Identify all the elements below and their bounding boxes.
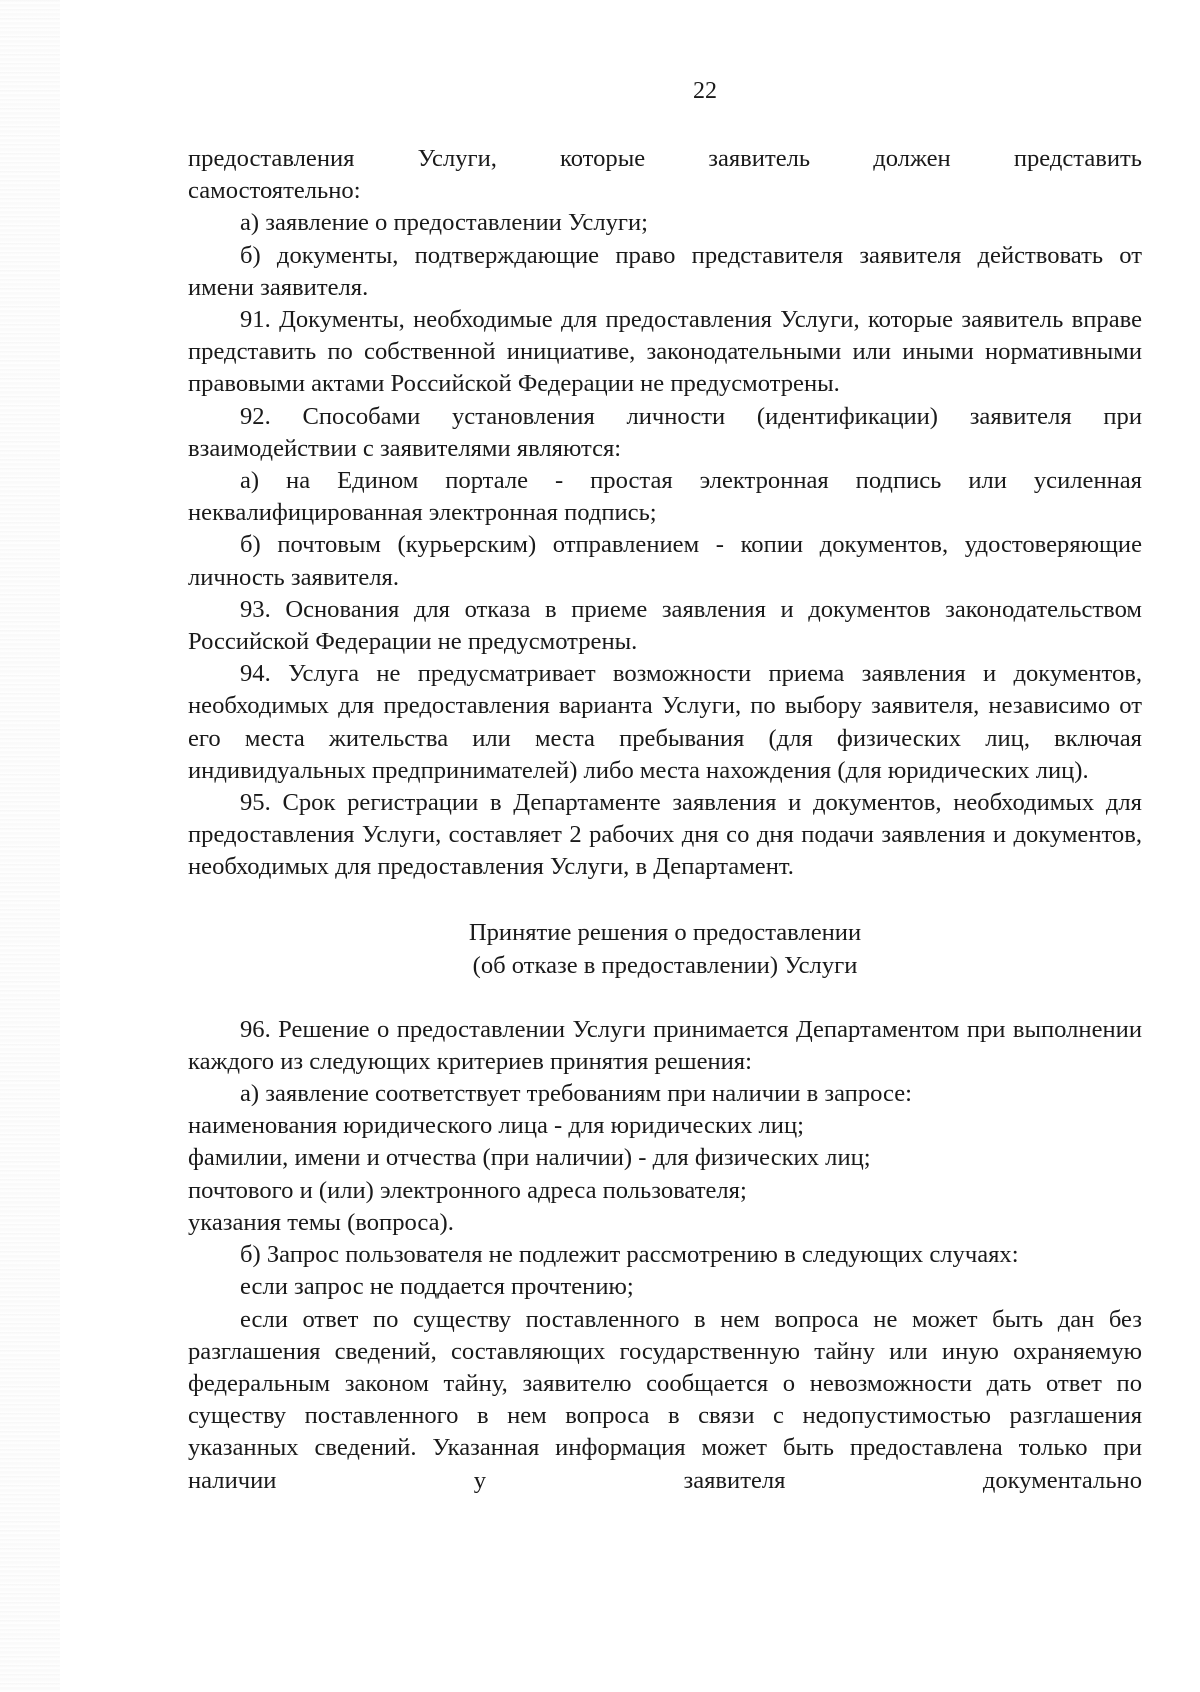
clause-93: 93. Основания для отказа в приеме заявления и документов законодательством Российской Федерации не предусмотрены.: [188, 595, 1142, 656]
paragraph-continuation-line: предоставления Услуги, которые заявитель должен представить: [188, 145, 1142, 172]
document-body: [188, 143, 1142, 1497]
clause-92: 92. Способами установления личности (идентификации) заявителя при взаимодействии с заявителями являются:: [188, 402, 1142, 462]
clause-96-item-a-sub-2: фамилии, имени и отчества (при наличии) - для физических лиц;: [188, 1144, 871, 1172]
clause-96-item-a-sub-3: почтового и (или) электронного адреса пользователя;: [188, 1176, 747, 1204]
clause-95: 95. Срок регистрации в Департаменте заявления и документов, необходимых для предоставления Услуги, составляет 2 рабочих дня со дня подачи заявления и документов, необходимых для предоставления Услуги, в Департамент.: [188, 789, 1142, 881]
list-item-a: а) заявление о предоставлении Услуги;: [240, 209, 648, 237]
section-heading-line-2: (об отказе в предоставлении) Услуги: [472, 951, 858, 979]
paragraph-continuation-end: самостоятельно:: [188, 177, 361, 205]
clause-96: 96. Решение о предоставлении Услуги принимается Департаментом при выполнении каждого из следующих критериев принятия решения:: [188, 1015, 1142, 1075]
clause-96-item-a-sub-1: наименования юридического лица - для юридических лиц;: [188, 1112, 804, 1140]
clause-96-item-b: б) Запрос пользователя не подлежит рассмотрению в следующих случаях:: [240, 1241, 1019, 1269]
clause-96-item-b-sub-1: если запрос не поддается прочтению;: [240, 1273, 634, 1301]
clause-96-item-a-sub-4: указания темы (вопроса).: [188, 1208, 454, 1236]
scan-edge-artifact: [0, 0, 60, 1692]
clause-94: 94. Услуга не предусматривает возможности приема заявления и документов, необходимых для предоставления варианта Услуги, по выбору заявителя, независимо от его места жительства или места пребывания (для физических лиц, включая индивидуальных предпринимателей) либо места нахождения (для юридических лиц).: [188, 660, 1142, 784]
clause-96-item-b-sub-2: если ответ по существу поставленного в нем вопроса не может быть дан без разглашения сведений, составляющих государственную тайну или иную охраняемую федеральным законом тайну, заявителю сообщается о невозможности дать ответ по существу поставленного в нем вопроса в связи с недопустимостью разглашения указанных сведений. Указанная информация может быть предоставлена только при наличии у заявителя документально: [188, 1305, 1142, 1494]
section-heading: [188, 916, 1142, 982]
page-number: 22: [693, 78, 717, 104]
list-item-b: б) документы, подтверждающие право представителя заявителя действовать от имени заявителя.: [188, 241, 1142, 301]
clause-92-item-a: а) на Едином портале - простая электронная подпись или усиленная неквалифицированная электронная подпись;: [188, 467, 1142, 527]
clause-96-item-a: а) заявление соответствует требованиям при наличии в запросе:: [240, 1080, 913, 1108]
clause-92-item-b: б) почтовым (курьерским) отправлением - копии документов, удостоверяющие личность заявителя.: [188, 531, 1142, 591]
clause-91: 91. Документы, необходимые для предоставления Услуги, которые заявитель вправе представить по собственной инициативе, законодательными или иными нормативными правовыми актами Российской Федерации не предусмотрены.: [188, 306, 1142, 398]
section-heading-line-1: Принятие решения о предоставлении: [468, 918, 862, 946]
